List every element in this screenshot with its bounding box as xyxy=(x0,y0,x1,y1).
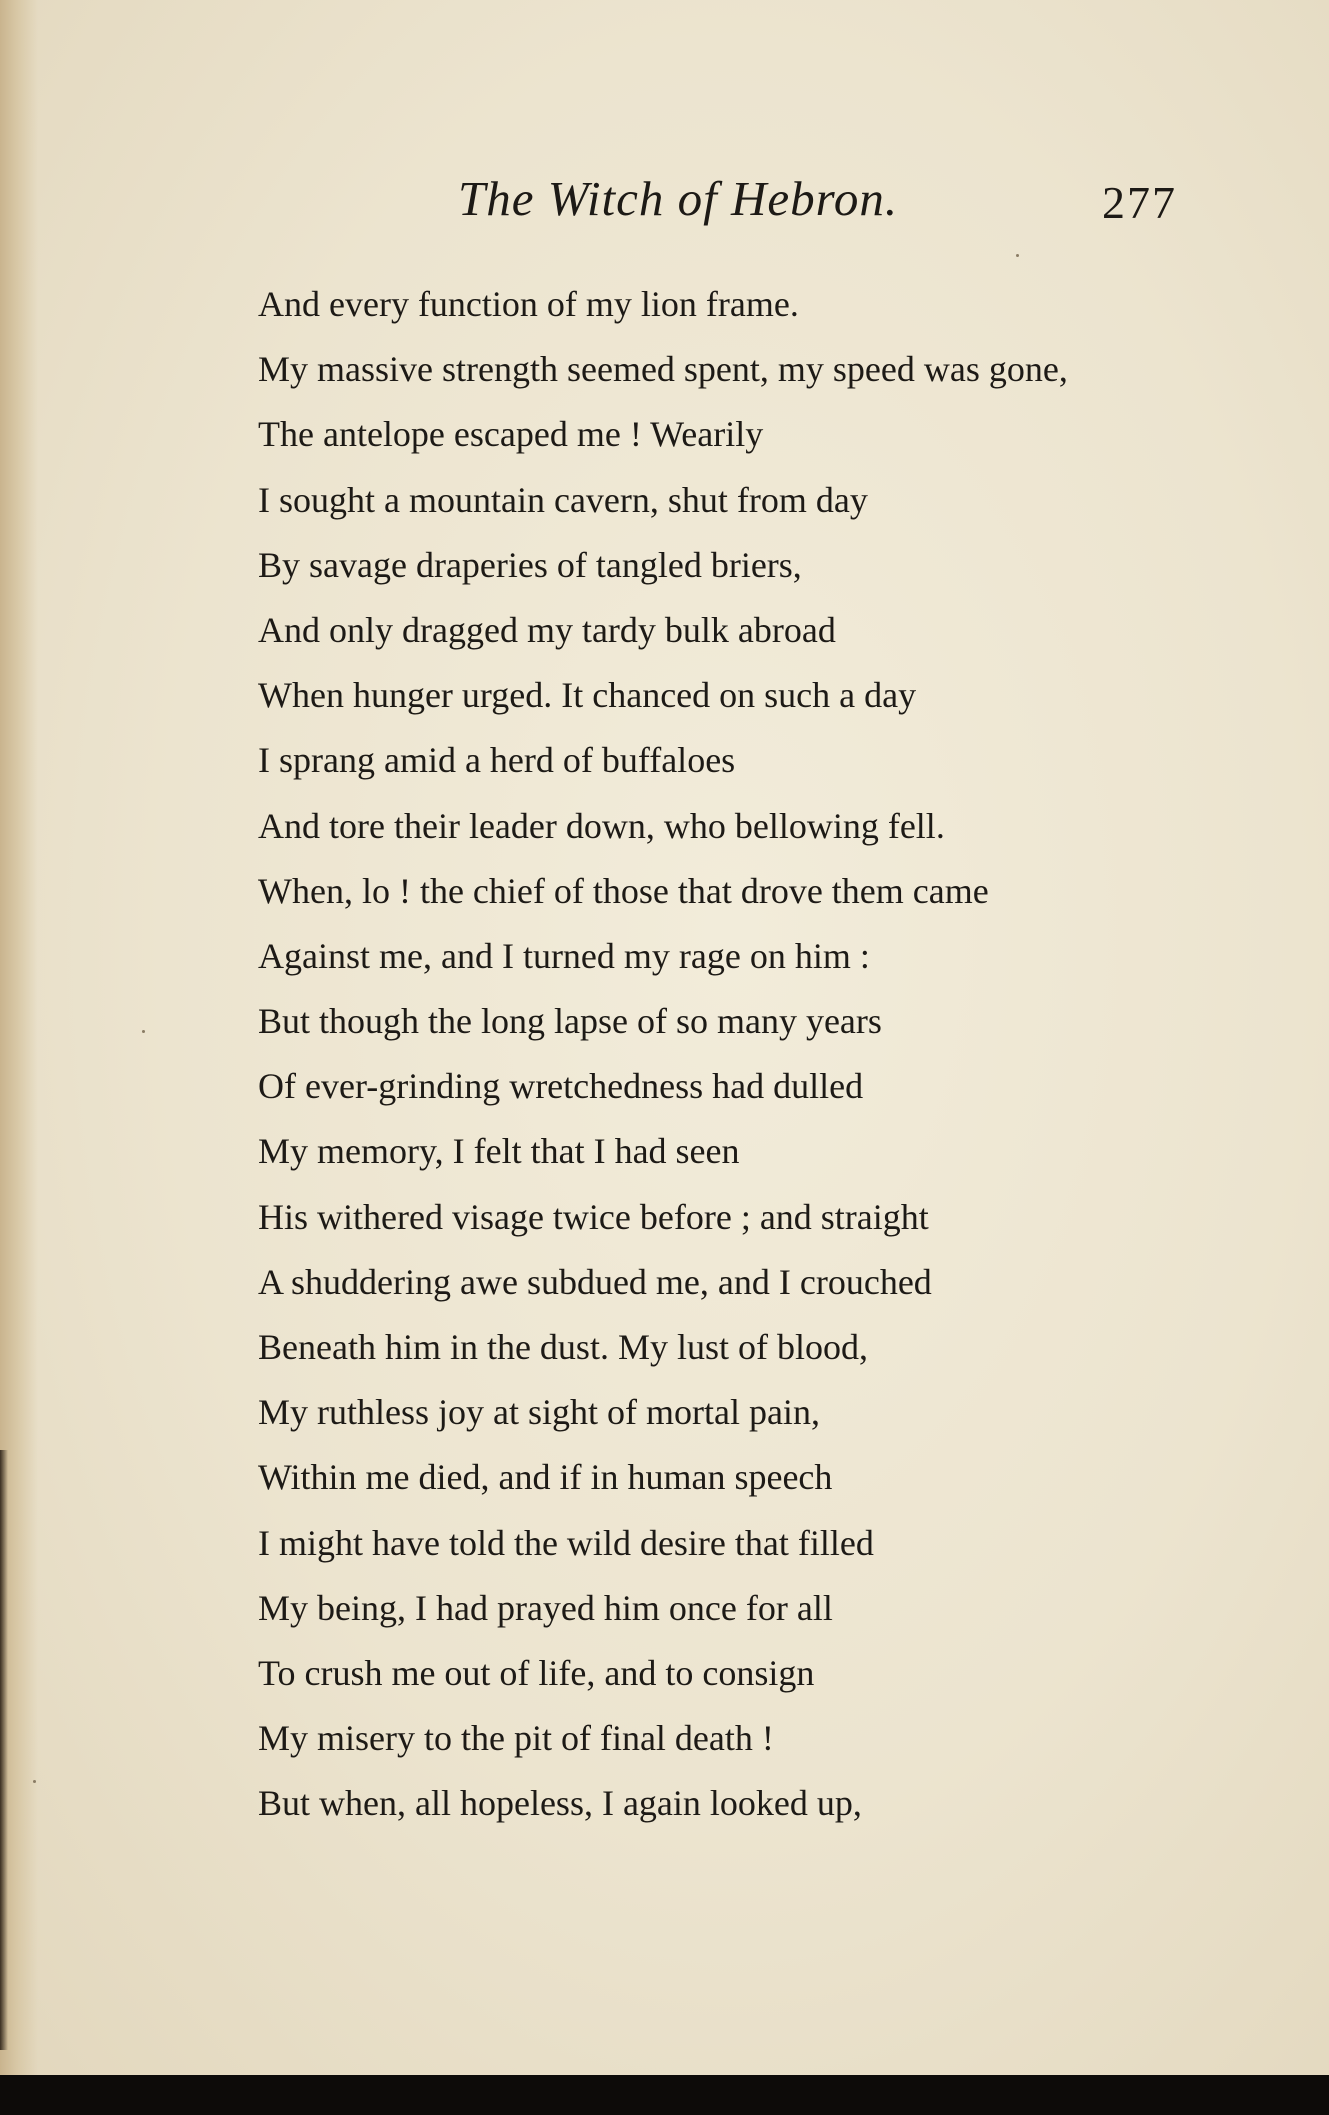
verse-line: Against me, and I turned my rage on him : xyxy=(258,935,870,976)
page-number: 277 xyxy=(1102,177,1177,228)
verse-line: When hunger urged. It chanced on such a day xyxy=(258,675,917,716)
verse-line: My misery to the pit of final death ! xyxy=(258,1718,774,1759)
running-title: The Witch of Hebron. xyxy=(458,171,899,226)
verse-line: And only dragged my tardy bulk abroad xyxy=(258,609,836,650)
verse-line: I sprang amid a herd of buffaloes xyxy=(258,740,736,781)
verse-line: Of ever-grinding wretchedness had dulled xyxy=(258,1066,864,1107)
paper-speck xyxy=(142,1030,145,1033)
running-header xyxy=(0,170,1329,240)
verse-line: The antelope escaped me ! Wearily xyxy=(258,414,764,455)
verse-line: I might have told the wild desire that filled xyxy=(258,1522,874,1563)
verse-line: Beneath him in the dust. My lust of blood, xyxy=(258,1327,868,1367)
scan-bottom-edge xyxy=(0,2075,1329,2115)
verse-line: To crush me out of life, and to consign xyxy=(258,1652,815,1693)
verse-line: And tore their leader down, who bellowing fell. xyxy=(258,805,945,846)
verse-line: His withered visage twice before ; and straight xyxy=(258,1196,929,1237)
verse-line: And every function of my lion frame. xyxy=(258,284,799,324)
verse-line: My being, I had prayed him once for all xyxy=(258,1587,833,1628)
verse-line: By savage draperies of tangled briers, xyxy=(258,544,802,585)
verse-line: Within me died, and if in human speech xyxy=(258,1457,833,1498)
paper-speck xyxy=(1016,254,1019,257)
paper-speck xyxy=(33,1780,36,1783)
gutter-shadow xyxy=(0,1450,8,2050)
verse-line: My memory, I felt that I had seen xyxy=(258,1131,740,1172)
verse-line: When, lo ! the chief of those that drove them came xyxy=(258,870,989,911)
verse-line: My ruthless joy at sight of mortal pain, xyxy=(258,1392,820,1433)
verse-line: My massive strength seemed spent, my speed was gone, xyxy=(258,349,1068,390)
verse-line: But though the long lapse of so many years xyxy=(258,1001,882,1042)
verse-line: I sought a mountain cavern, shut from day xyxy=(258,479,868,520)
verse-block xyxy=(258,272,1258,1837)
verse-line: A shuddering awe subdued me, and I crouched xyxy=(258,1261,932,1302)
verse-line: But when, all hopeless, I again looked up, xyxy=(258,1783,862,1824)
